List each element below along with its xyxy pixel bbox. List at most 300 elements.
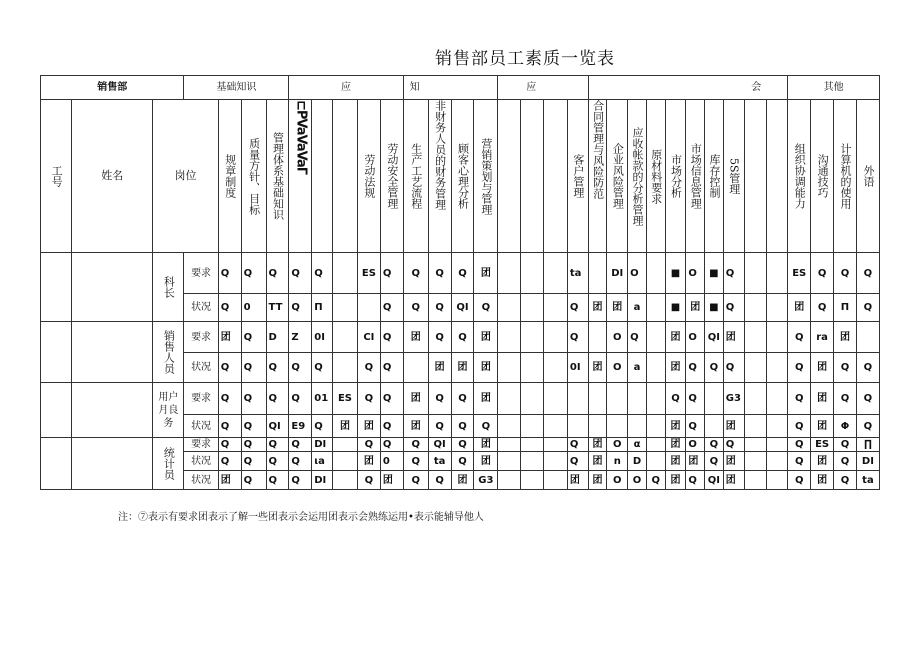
rating-symbol: Q xyxy=(241,438,266,452)
rating-symbol: 团 xyxy=(474,353,498,383)
rating-symbol: Q xyxy=(834,471,857,490)
table-cell xyxy=(767,353,788,383)
table-cell xyxy=(498,353,521,383)
rating-symbol: Q xyxy=(451,452,474,471)
rating-symbol: Q xyxy=(428,322,451,353)
rating-symbol: Q xyxy=(289,438,312,452)
rating-symbol: Q xyxy=(856,294,879,322)
col-inventory: 库存控制 xyxy=(705,100,724,253)
rating-symbol: Q xyxy=(665,383,686,415)
rating-symbol: DI xyxy=(312,438,333,452)
rating-symbol: ■ xyxy=(665,294,686,322)
rating-symbol: 团 xyxy=(380,471,403,490)
rating-symbol: Q xyxy=(686,353,705,383)
rating-symbol: Q xyxy=(266,353,289,383)
rating-symbol: Q xyxy=(218,294,241,322)
table-cell xyxy=(521,471,544,490)
table-cell xyxy=(521,415,544,438)
rating-symbol: 团 xyxy=(686,452,705,471)
rating-symbol: Q xyxy=(241,253,266,294)
table-cell xyxy=(767,383,788,415)
rating-symbol: DI xyxy=(856,452,879,471)
rating-symbol: 团 xyxy=(834,322,857,353)
rating-symbol: O xyxy=(686,322,705,353)
rating-symbol: 团 xyxy=(474,452,498,471)
table-cell xyxy=(41,383,72,438)
rating-symbol: Q xyxy=(218,415,241,438)
col-contract-risk: 合同管理与风险防范 xyxy=(588,100,607,253)
rating-symbol: 团 xyxy=(665,438,686,452)
rating-symbol: 团 xyxy=(588,353,607,383)
post-cell: 销售人员 xyxy=(153,322,184,383)
col-post: 岗位 xyxy=(153,100,218,253)
table-cell xyxy=(705,383,724,415)
rating-symbol: Q xyxy=(266,438,289,452)
post-cell: 统计员 xyxy=(153,438,184,490)
rating-symbol: 团 xyxy=(811,353,834,383)
rating-symbol: ta xyxy=(567,253,588,294)
rating-symbol: QI xyxy=(705,471,724,490)
table-cell xyxy=(72,438,153,490)
table-cell xyxy=(607,383,628,415)
rating-symbol: Q xyxy=(567,294,588,322)
table-cell xyxy=(588,322,607,353)
table-cell xyxy=(521,100,544,253)
rating-symbol: Π xyxy=(834,294,857,322)
rating-symbol: Q xyxy=(428,253,451,294)
table-cell xyxy=(333,353,358,383)
table-cell xyxy=(744,100,767,253)
table-cell xyxy=(628,415,647,438)
table-cell xyxy=(72,253,153,322)
rating-symbol: Q xyxy=(380,383,403,415)
rating-symbol: 01 xyxy=(312,383,333,415)
rating-symbol: ■ xyxy=(705,294,724,322)
rating-symbol: CI xyxy=(357,322,380,353)
rating-symbol: Q xyxy=(218,438,241,452)
rating-symbol: D xyxy=(266,322,289,353)
table-cell xyxy=(767,452,788,471)
rating-symbol: O xyxy=(607,322,628,353)
rating-symbol: 团 xyxy=(588,471,607,490)
col-customer-mgmt: 客户管理 xyxy=(567,100,588,253)
rating-symbol: Q xyxy=(856,353,879,383)
rating-symbol: O xyxy=(607,438,628,452)
table-cell xyxy=(628,383,647,415)
rating-symbol: 团 xyxy=(723,471,744,490)
table-cell xyxy=(521,452,544,471)
rating-symbol: Q xyxy=(403,253,428,294)
rating-symbol: 团 xyxy=(811,471,834,490)
col-labor-safety: 劳动安全管理 xyxy=(380,100,403,253)
rating-symbol: Q xyxy=(723,353,744,383)
col-id: 工号 xyxy=(41,100,72,253)
table-cell xyxy=(744,415,767,438)
table-cell xyxy=(744,253,767,294)
rating-symbol: O xyxy=(686,438,705,452)
table-row: 状况 团 Q Q Q DI Q 团 Q Q 团 G3 团 团 O O Q 团 Q QI 团 Q 团 Q ta xyxy=(41,471,880,490)
post-cell: 科长 xyxy=(153,253,184,322)
col-communication: 沟通技巧 xyxy=(811,100,834,253)
rating-symbol: 团 xyxy=(403,383,428,415)
rating-symbol: O xyxy=(607,353,628,383)
will-header: 会 xyxy=(588,76,788,100)
col-garbled: ⊏PVaVaVaΓ xyxy=(289,100,312,253)
table-cell xyxy=(767,438,788,452)
col-labor-law: 劳动法规 xyxy=(357,100,380,253)
rating-symbol: Q xyxy=(856,253,879,294)
table-cell xyxy=(607,415,628,438)
table-cell xyxy=(767,471,788,490)
rating-symbol: Q xyxy=(428,471,451,490)
table-cell xyxy=(544,322,568,353)
rating-symbol: Q xyxy=(705,438,724,452)
rating-symbol: Q xyxy=(567,322,588,353)
table-cell xyxy=(498,452,521,471)
rating-symbol: QI xyxy=(451,294,474,322)
rating-symbol: G3 xyxy=(723,383,744,415)
rating-symbol: Q xyxy=(403,438,428,452)
col-market-info: 市场信息管理 xyxy=(686,100,705,253)
rating-symbol: Q xyxy=(218,452,241,471)
rating-symbol: ES xyxy=(788,253,811,294)
table-cell xyxy=(333,294,358,322)
rating-symbol: 团 xyxy=(474,322,498,353)
table-cell xyxy=(403,353,428,383)
page-title: 销售部员工素质一览表 xyxy=(435,49,615,69)
table-cell xyxy=(521,353,544,383)
table-row: 统计员 要求 Q Q Q Q DI Q Q Q QI Q 团 Q 团 O α 团 O Q Q Q ES Q ∏ xyxy=(41,438,880,452)
rating-symbol: Q xyxy=(788,438,811,452)
rating-symbol: 团 xyxy=(357,452,380,471)
rating-symbol: Q xyxy=(357,438,380,452)
table-cell xyxy=(41,322,72,383)
rating-symbol: Q xyxy=(266,383,289,415)
table-cell xyxy=(544,438,568,452)
rating-symbol: 团 xyxy=(357,415,380,438)
rating-symbol: Q xyxy=(834,253,857,294)
rating-symbol: O xyxy=(686,253,705,294)
table-cell xyxy=(521,322,544,353)
table-cell xyxy=(333,438,358,452)
table-cell xyxy=(767,253,788,294)
rating-symbol: a xyxy=(628,353,647,383)
rating-symbol: Q xyxy=(403,294,428,322)
rating-symbol: Q xyxy=(289,471,312,490)
rating-symbol: Q xyxy=(451,415,474,438)
table-cell xyxy=(744,471,767,490)
rating-symbol: n xyxy=(607,452,628,471)
rating-symbol: Q xyxy=(289,294,312,322)
should-header-1: 应 xyxy=(289,76,403,100)
rating-symbol: 团 xyxy=(451,353,474,383)
rating-symbol: Q xyxy=(788,452,811,471)
col-receivables: 应收帐款的分析管理 xyxy=(628,100,647,253)
col-quality-policy: 质量方针、目标 xyxy=(241,100,266,253)
rating-symbol: QI xyxy=(266,415,289,438)
table-cell xyxy=(646,322,665,353)
col-5s: 5S管理 xyxy=(723,100,744,253)
rating-symbol: Q xyxy=(312,415,333,438)
rating-symbol: ■ xyxy=(705,253,724,294)
rating-symbol: Q xyxy=(312,253,333,294)
rating-symbol: ∏ xyxy=(856,438,879,452)
rating-symbol: Q xyxy=(266,253,289,294)
table-cell xyxy=(72,383,153,438)
rating-symbol: DI xyxy=(312,471,333,490)
rating-symbol: Q xyxy=(723,294,744,322)
rating-symbol: 团 xyxy=(403,322,428,353)
rating-symbol: 团 xyxy=(665,471,686,490)
table-row: 状况 Q Q QI E9 Q 团 团 Q 团 Q Q Q 团 Q 团 Q 团 Φ Q xyxy=(41,415,880,438)
rating-symbol: TT xyxy=(266,294,289,322)
col-computer: 计算机的使用 xyxy=(834,100,857,253)
table-cell xyxy=(744,294,767,322)
rating-symbol: Q xyxy=(567,438,588,452)
rating-symbol: Q xyxy=(811,253,834,294)
rating-symbol: O xyxy=(628,253,647,294)
table-cell xyxy=(646,294,665,322)
rating-symbol: Π xyxy=(312,294,333,322)
rating-symbol: Q xyxy=(788,322,811,353)
col-name: 姓名 xyxy=(72,100,153,253)
table-row: 销售人员 要求 团 Q D Z 0I CI Q 团 Q Q 团 Q O Q 团 O QI 团 Q ra 团 xyxy=(41,322,880,353)
rating-symbol: 0 xyxy=(380,452,403,471)
rating-symbol: Z xyxy=(289,322,312,353)
rating-symbol: Q xyxy=(241,322,266,353)
rating-symbol: Q xyxy=(834,353,857,383)
rating-symbol: 团 xyxy=(723,452,744,471)
rating-symbol: 团 xyxy=(474,438,498,452)
rating-symbol: Q xyxy=(289,353,312,383)
rating-symbol: a xyxy=(628,294,647,322)
table-cell xyxy=(544,415,568,438)
table-row: 用户 月良 务 要求 Q Q Q Q 01 ES Q Q 团 Q Q 团 Q Q G3 Q 团 Q Q xyxy=(41,383,880,415)
table-cell xyxy=(544,253,568,294)
rating-symbol: Q xyxy=(428,294,451,322)
rating-symbol: Q xyxy=(218,353,241,383)
table-cell xyxy=(498,294,521,322)
rating-symbol: Q xyxy=(723,253,744,294)
rating-symbol: 团 xyxy=(665,353,686,383)
rating-symbol: 团 xyxy=(588,294,607,322)
rating-symbol: Q xyxy=(788,383,811,415)
table-cell xyxy=(333,471,358,490)
rating-symbol: Q xyxy=(856,383,879,415)
rating-symbol: Q xyxy=(686,383,705,415)
table-cell xyxy=(312,100,333,253)
table-cell xyxy=(544,294,568,322)
rating-symbol: Q xyxy=(357,471,380,490)
rating-symbol: Q xyxy=(380,438,403,452)
col-rules: 规章制度 xyxy=(218,100,241,253)
table-cell xyxy=(498,471,521,490)
rating-symbol: 团 xyxy=(811,383,834,415)
col-market-analysis: 市场分析 xyxy=(665,100,686,253)
rating-symbol: α xyxy=(628,438,647,452)
rating-symbol: ιa xyxy=(312,452,333,471)
rating-symbol: QI xyxy=(428,438,451,452)
req-label: 要求 xyxy=(184,253,218,294)
rating-symbol: 团 xyxy=(588,438,607,452)
rating-symbol: 团 xyxy=(723,415,744,438)
rating-symbol: Q xyxy=(241,353,266,383)
rating-symbol: 团 xyxy=(474,253,498,294)
rating-symbol: Q xyxy=(312,353,333,383)
rating-symbol: Q xyxy=(403,471,428,490)
rating-symbol: O xyxy=(607,471,628,490)
table-row: 状况 Q Q Q Q ιa 团 0 Q ta Q 团 Q 团 n D 团 团 Q 团 Q 团 Q DI xyxy=(41,452,880,471)
rating-symbol: 团 xyxy=(333,415,358,438)
rating-symbol: ra xyxy=(811,322,834,353)
table-row xyxy=(41,253,880,294)
rating-symbol: D xyxy=(628,452,647,471)
rating-symbol: 团 xyxy=(788,294,811,322)
rating-symbol: ES xyxy=(333,383,358,415)
col-nonfinance-finance: 非财务人员的财务管理 xyxy=(428,100,451,253)
col-customer-psychology: 顾客心理分析 xyxy=(451,100,474,253)
table-cell xyxy=(41,438,72,490)
rating-symbol: Q xyxy=(357,383,380,415)
rating-symbol: Q xyxy=(788,353,811,383)
rating-symbol: Q xyxy=(266,452,289,471)
table-row: 状况 Q Q Q Q Q Q Q 团 团 团 0I 团 O a 团 Q Q Q Q 团 Q Q xyxy=(41,353,880,383)
state-label: 状况 xyxy=(184,294,218,322)
col-coordination: 组织协调能力 xyxy=(788,100,811,253)
post-cell: 用户 月良 务 xyxy=(153,383,184,438)
table-cell xyxy=(521,383,544,415)
table-cell xyxy=(72,322,153,383)
rating-symbol: 团 xyxy=(665,322,686,353)
rating-symbol: Q xyxy=(451,253,474,294)
dept-header: 销售部 xyxy=(41,76,184,100)
table-cell xyxy=(646,438,665,452)
rating-symbol: ta xyxy=(428,452,451,471)
rating-symbol: Q xyxy=(428,415,451,438)
rating-symbol: Q xyxy=(380,415,403,438)
rating-symbol: Q xyxy=(834,438,857,452)
table-cell xyxy=(588,253,607,294)
other-header: 其他 xyxy=(788,76,880,100)
rating-symbol: Q xyxy=(474,294,498,322)
table-cell xyxy=(333,452,358,471)
rating-symbol: 团 xyxy=(403,415,428,438)
rating-symbol: Q xyxy=(451,438,474,452)
table-cell xyxy=(498,322,521,353)
skills-matrix-table xyxy=(40,75,880,490)
col-marketing-planning: 营销策划与管理 xyxy=(474,100,498,253)
table-cell xyxy=(498,383,521,415)
rating-symbol: Q xyxy=(357,353,380,383)
rating-symbol: Q xyxy=(686,415,705,438)
rating-symbol: Q xyxy=(428,383,451,415)
table-cell xyxy=(646,383,665,415)
rating-symbol: 团 xyxy=(428,353,451,383)
table-cell xyxy=(498,100,521,253)
table-cell xyxy=(705,415,724,438)
rating-symbol: Q xyxy=(380,353,403,383)
rating-symbol: 团 xyxy=(607,294,628,322)
table-cell xyxy=(544,471,568,490)
rating-symbol: Q xyxy=(686,471,705,490)
rating-symbol: 团 xyxy=(451,471,474,490)
rating-symbol: Q xyxy=(289,452,312,471)
column-header-row xyxy=(41,100,880,253)
rating-symbol: Q xyxy=(266,471,289,490)
rating-symbol: Q xyxy=(380,253,403,294)
table-cell xyxy=(588,415,607,438)
table-cell xyxy=(333,100,358,253)
rating-symbol: Q xyxy=(705,353,724,383)
know-header: 知 xyxy=(403,76,498,100)
table-cell xyxy=(588,383,607,415)
table-cell xyxy=(744,383,767,415)
rating-symbol: Q xyxy=(628,322,647,353)
rating-symbol: Q xyxy=(380,322,403,353)
rating-symbol: QI xyxy=(705,322,724,353)
rating-symbol: Q xyxy=(705,452,724,471)
table-cell xyxy=(41,253,72,322)
rating-symbol: Q xyxy=(451,322,474,353)
table-cell xyxy=(767,294,788,322)
rating-symbol: Q xyxy=(811,294,834,322)
col-raw-material: 原材料要求 xyxy=(646,100,665,253)
group-header-row xyxy=(41,76,880,100)
rating-symbol: 团 xyxy=(811,452,834,471)
rating-symbol: 团 xyxy=(588,452,607,471)
table-cell xyxy=(498,438,521,452)
rating-symbol: G3 xyxy=(474,471,498,490)
rating-symbol: 团 xyxy=(218,322,241,353)
rating-symbol: ES xyxy=(811,438,834,452)
table-cell xyxy=(544,353,568,383)
table-cell xyxy=(544,452,568,471)
table-cell xyxy=(544,100,568,253)
rating-symbol: Q xyxy=(289,383,312,415)
rating-symbol: Φ xyxy=(834,415,857,438)
rating-symbol: DI xyxy=(607,253,628,294)
table-cell xyxy=(521,294,544,322)
rating-symbol: Q xyxy=(241,471,266,490)
table-cell xyxy=(498,253,521,294)
table-cell xyxy=(856,322,879,353)
col-mgmt-system: 管理体系基础知识 xyxy=(266,100,289,253)
rating-symbol: Q xyxy=(241,415,266,438)
rating-symbol: Q xyxy=(788,415,811,438)
table-cell xyxy=(767,415,788,438)
table-cell xyxy=(646,253,665,294)
col-process-flow: 生产工艺流程 xyxy=(403,100,428,253)
rating-symbol: 团 xyxy=(686,294,705,322)
rating-symbol: Q xyxy=(241,383,266,415)
rating-symbol: Q xyxy=(834,452,857,471)
rating-symbol: Q xyxy=(723,438,744,452)
rating-symbol: Q xyxy=(451,383,474,415)
table-cell xyxy=(567,415,588,438)
rating-symbol: Q xyxy=(567,452,588,471)
table-cell xyxy=(744,452,767,471)
table-cell xyxy=(646,415,665,438)
col-enterprise-risk: 企业风险管理 xyxy=(607,100,628,253)
table-cell xyxy=(646,353,665,383)
rating-symbol: Q xyxy=(834,383,857,415)
rating-symbol: Q xyxy=(241,452,266,471)
legend-note: 注：⑦表示有要求团表示了解一些团表示会运用团表示会熟练运用•表示能辅导他人 xyxy=(118,512,484,523)
should-header-2: 应 xyxy=(498,76,588,100)
rating-symbol: Q xyxy=(380,294,403,322)
basic-knowledge-header: 基础知识 xyxy=(184,76,289,100)
table-cell xyxy=(567,383,588,415)
